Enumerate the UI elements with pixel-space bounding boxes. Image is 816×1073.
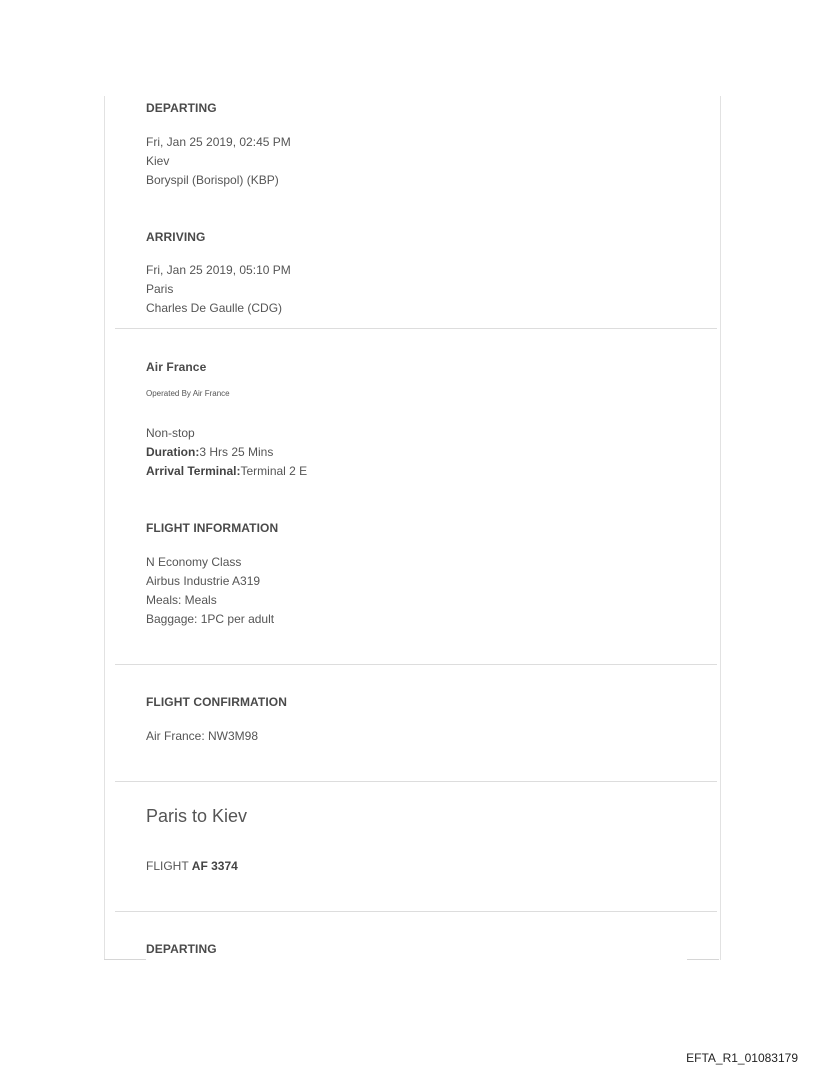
duration-row xyxy=(146,445,273,459)
operated-by: Operated By Air France xyxy=(146,389,230,398)
flight-number-row xyxy=(146,859,238,873)
flight-confirmation-heading: FLIGHT CONFIRMATION xyxy=(146,695,287,709)
flight-number: AF 3374 xyxy=(191,859,238,873)
section-divider xyxy=(115,328,717,329)
aircraft-type: Airbus Industrie A319 xyxy=(146,574,261,588)
arriving-airport: Charles De Gaulle (CDG) xyxy=(146,301,283,315)
arrival-terminal-row xyxy=(146,464,307,478)
section-divider xyxy=(115,911,717,912)
arriving-city: Paris xyxy=(146,282,174,296)
baggage-info: Baggage: 1PC per adult xyxy=(146,612,275,626)
duration-value: 3 Hrs 25 Mins xyxy=(199,445,274,459)
departing-datetime: Fri, Jan 25 2019, 02:45 PM xyxy=(146,135,291,149)
meals-info: Meals: Meals xyxy=(146,593,217,607)
confirmation-code: Air France: NW3M98 xyxy=(146,729,259,743)
document-id: EFTA_R1_01083179 xyxy=(686,1051,798,1065)
section-divider xyxy=(115,664,717,665)
arrival-terminal-value: Terminal 2 E xyxy=(240,464,308,478)
carrier-name: Air France xyxy=(146,360,207,374)
duration-label: Duration: xyxy=(146,445,200,459)
flight-information-heading: FLIGHT INFORMATION xyxy=(146,521,279,535)
stops-text: Non-stop xyxy=(146,426,195,440)
departing-heading: DEPARTING xyxy=(146,101,217,115)
arriving-datetime: Fri, Jan 25 2019, 05:10 PM xyxy=(146,263,291,277)
card-bottom-right-border xyxy=(687,959,719,960)
card-bottom-left-border xyxy=(104,959,146,960)
route-title: Paris to Kiev xyxy=(146,806,248,826)
cabin-class: N Economy Class xyxy=(146,555,242,569)
departing-city: Kiev xyxy=(146,154,170,168)
arrival-terminal-label: Arrival Terminal: xyxy=(146,464,241,478)
departing-airport: Boryspil (Borispol) (KBP) xyxy=(146,173,279,187)
flight-prefix: FLIGHT xyxy=(146,859,192,873)
section-divider xyxy=(115,781,717,782)
next-departing-heading: DEPARTING xyxy=(146,942,217,956)
arriving-heading: ARRIVING xyxy=(146,230,206,244)
